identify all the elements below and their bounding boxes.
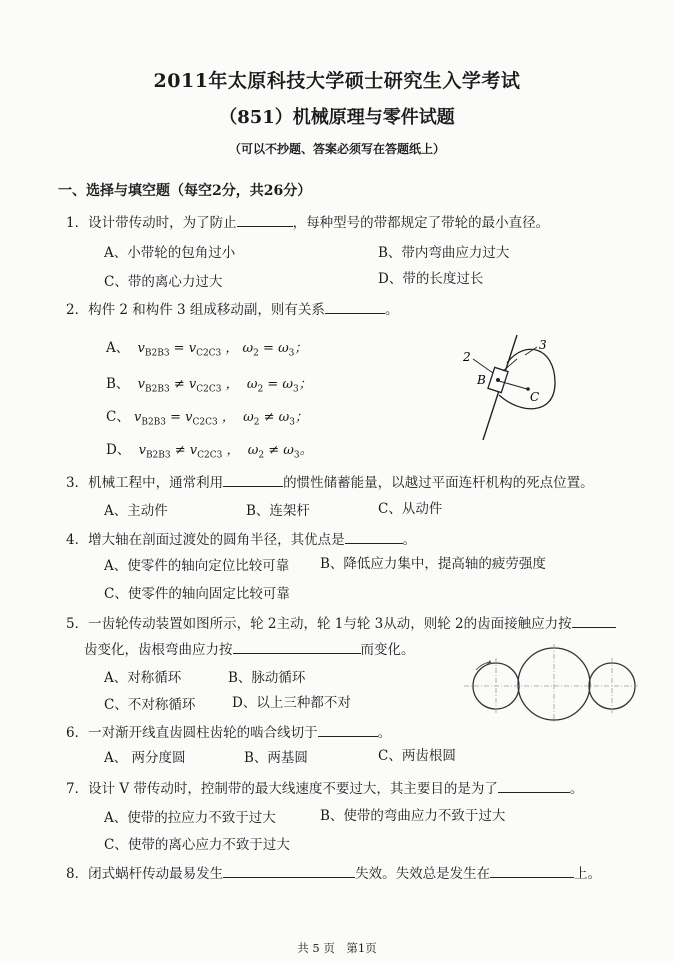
exam-title: 2011年太原科技大学硕士研究生入学考试	[153, 70, 521, 92]
question-4-post: 。	[402, 532, 417, 548]
q3-option-a: A、主动件	[104, 503, 168, 519]
answer-blank	[223, 865, 355, 878]
option-label: A、	[106, 340, 130, 356]
question-3-pre: 3．机械工程中，通常利用	[66, 475, 224, 491]
q3-option-c: C、从动件	[378, 501, 443, 517]
exam-note: （可以不抄题、答案必须写在答题纸上）	[228, 142, 445, 156]
question-5-line2-pre: 齿变化，齿根弯曲应力按	[84, 642, 233, 658]
q2-option-c	[106, 405, 308, 428]
leader-2	[473, 359, 493, 373]
answer-blank	[237, 214, 293, 227]
question-8	[66, 862, 601, 882]
question-5-line2	[84, 638, 415, 658]
question-6-pre: 6．一对渐开线直齿圆柱齿轮的啮合线切于	[66, 725, 318, 741]
question-3	[66, 471, 594, 491]
formula: $v_{B2B3} \ne v_{C2C3}$ ， $\omega_2 \ne \omega_3$。	[130, 443, 313, 461]
question-7-pre: 7．设计 V 带传动时，控制带的最大线速度不要过大，其主要目的是为了	[66, 781, 498, 797]
page-footer: 共 5 页 第1页	[297, 941, 377, 955]
section-heading: 一、选择与填空题（每空2分，共26分）	[58, 183, 312, 199]
question-1-post: ，每种型号的带都规定了带轮的最小直径。	[292, 215, 550, 231]
q5-option-c: C、不对称循环	[104, 697, 196, 713]
formula: $v_{B2B3} = v_{C2C3}$ ， $\omega_2 \ne \omega_3$；	[129, 410, 309, 428]
answer-blank	[345, 531, 403, 544]
link-3-curve	[499, 349, 555, 408]
exam-subtitle: （851）机械原理与零件试题	[219, 107, 455, 128]
question-5-line2-post: 而变化。	[360, 642, 415, 658]
label-2: 2	[463, 350, 471, 364]
formula: $v_{B2B3} = v_{C2C3}$ ， $\omega_2 = \omega_3$；	[129, 341, 308, 359]
label-3: 3	[539, 338, 547, 352]
question-4-pre: 4．增大轴在剖面过渡处的圆角半径，其优点是	[66, 532, 345, 548]
question-2	[66, 298, 398, 318]
question-5	[66, 612, 616, 632]
question-8-post: 上。	[574, 866, 602, 882]
q4-option-c: C、使零件的轴向固定比较可靠	[104, 586, 290, 602]
answer-blank	[223, 474, 283, 487]
question-1	[66, 211, 549, 231]
question-7	[66, 777, 583, 797]
answer-blank	[498, 780, 570, 793]
sliding-pair-diagram	[455, 325, 565, 445]
answer-blank	[325, 301, 385, 314]
question-4	[66, 528, 416, 548]
question-1-pre: 1．设计带传动时，为了防止	[66, 215, 237, 231]
q6-option-c: C、两齿根圆	[378, 748, 456, 764]
question-2-pre: 2．构件 2 和构件 3 组成移动副，则有关系	[66, 302, 325, 318]
q2-option-a	[106, 336, 307, 359]
q3-option-b: B、连架杆	[246, 503, 310, 519]
question-5-line1: 5．一齿轮传动装置如图所示，轮 2主动，轮 1与轮 3从动，则轮 2的齿面接触应力按	[66, 616, 572, 632]
label-c: C	[530, 390, 540, 404]
q7-option-b: B、使带的弯曲应力不致于过大	[320, 808, 506, 824]
q2-option-d	[106, 438, 313, 461]
label-b: B	[477, 373, 486, 387]
q1-option-b: B、带内弯曲应力过大	[378, 245, 510, 261]
question-3-post: 的惯性储蓄能量，以越过平面连杆机构的死点位置。	[283, 475, 594, 491]
q4-option-a: A、使零件的轴向定位比较可靠	[104, 558, 290, 574]
q2-option-b	[106, 372, 312, 395]
q6-option-a: A、 两分度圆	[104, 750, 186, 766]
q5-option-a: A、对称循环	[104, 670, 182, 686]
question-7-post: 。	[569, 781, 584, 797]
q5-option-d: D、以上三种都不对	[232, 695, 351, 711]
answer-blank	[318, 724, 378, 737]
leader-3b	[525, 347, 537, 355]
q4-option-b: B、降低应力集中，提高轴的疲劳强度	[320, 556, 546, 572]
q1-option-d: D、带的长度过长	[378, 271, 484, 287]
answer-blank	[572, 615, 616, 628]
question-2-post: 。	[384, 302, 399, 318]
answer-blank	[233, 641, 361, 654]
q1-option-a: A、小带轮的包角过小	[104, 245, 236, 261]
q7-option-a: A、使带的拉应力不致于过大	[104, 810, 276, 826]
question-6	[66, 721, 391, 741]
option-label: B、	[106, 376, 130, 392]
question-6-post: 。	[377, 725, 392, 741]
question-8-mid: 失效。失效总是发生在	[355, 866, 491, 882]
option-label: D、	[106, 442, 131, 458]
leader-3	[503, 359, 517, 371]
q1-option-c: C、带的离心力过大	[104, 274, 223, 290]
q6-option-b: B、两基圆	[244, 750, 308, 766]
answer-blank	[490, 865, 574, 878]
arrow-head	[487, 660, 492, 664]
option-label: C、	[106, 409, 130, 425]
gear-train-diagram	[462, 636, 640, 728]
formula: $v_{B2B3} \ne v_{C2C3}$ ， $\omega_2 = \omega_3$；	[129, 377, 312, 395]
q7-option-c: C、使带的离心应力不致于过大	[104, 837, 290, 853]
question-8-pre: 8．闭式蜗杆传动最易发生	[66, 866, 224, 882]
q5-option-b: B、脉动循环	[228, 670, 306, 686]
